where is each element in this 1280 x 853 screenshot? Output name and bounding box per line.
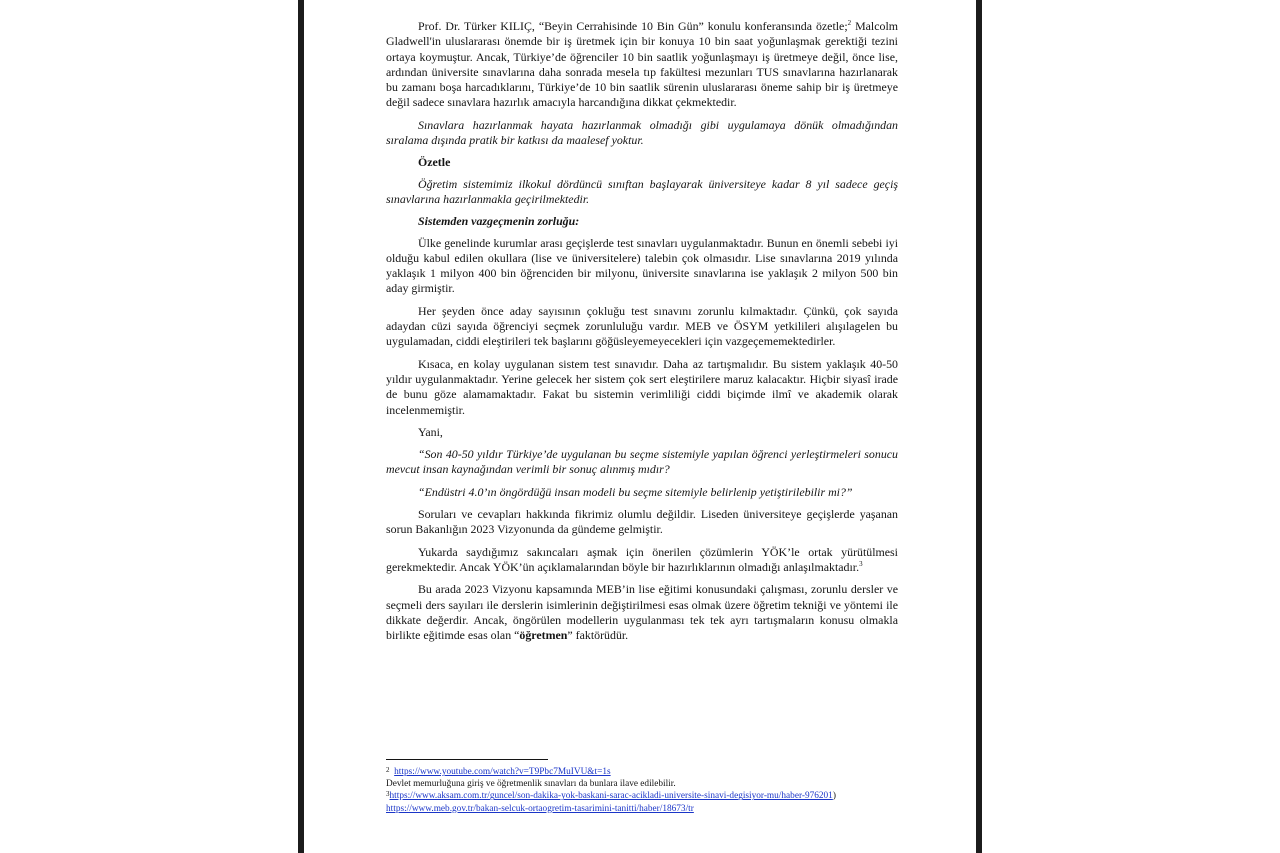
paragraph-candidate-count: Her şeyden önce aday sayısının çokluğu test sınavını zorunlu kılmaktadır. Çünkü, çok sayıda adaydan cüzi sayıda öğrenciyi seçmek zorunluluğu vardır. MEB ve ÖSYM yetkilileri alışılagelen bu uygulamadan, ciddi eleştirileri tek başlarını göğüsleyemeyecekleri için vazgeçememektedirler. (386, 303, 898, 349)
paragraph-kilic-conference (386, 19, 898, 111)
heading-system-difficulty: Sistemden vazgeçmenin zorluğu: (418, 214, 580, 229)
paragraph-answers: Soruları ve cevapları hakkında fikrimiz olumlu değildir. Liseden üniversiteye geçişlerde yaşanan sorun Bakanlığın 2023 Vizyonunda da gündeme gelmiştir. (386, 507, 898, 537)
paragraph-summary: Öğretim sistemimiz ilkokul dördüncü sınıftan başlayarak üniversiteye kadar 8 yıl sadece geçiş sınavlarına hazırlanmakla geçirilmektedir. (386, 176, 898, 206)
paragraph-exam-prep: Sınavlara hazırlanmak hayata hazırlanmak olmadığı gibi uygulamaya dönük olmadığından sıralama dışında pratik bir katkısı da maalesef yoktur. (386, 117, 898, 148)
footnote-separator (386, 759, 548, 760)
quote-question-2: “Endüstri 4.0’ın öngördüğü insan modeli bu seçme sitemiyle belirlenip yetiştirilebilir mi?” (418, 484, 853, 499)
paragraph-yani: Yani, (418, 424, 443, 439)
footnote-2 (386, 766, 898, 778)
bold-ogretmen: öğretmen (519, 628, 568, 643)
paragraph-text: Prof. Dr. Türker KILIÇ, “Beyin Cerrahisinde 10 Bin Gün” konulu konferansında özetle; (418, 19, 848, 33)
paragraph-2023-vision (386, 582, 898, 643)
heading-ozetle: Özetle (418, 155, 451, 170)
footnote-ref-3: 3 (859, 559, 863, 568)
document-page (304, 0, 976, 853)
paragraph-yok (386, 545, 898, 576)
footnote-2-note: Devlet memurluğuna giriş ve öğretmenlik sınavları da bunlara ilave edilebilir. (386, 779, 676, 790)
footnote-ref-2: 2 (847, 19, 852, 27)
footnote-3 (386, 790, 898, 802)
right-page-border (976, 0, 982, 853)
meb-link[interactable]: https://www.meb.gov.tr/bakan-selcuk-ortaogretim-tasarimini-tanitti/haber/18673/tr (386, 803, 694, 814)
youtube-link[interactable]: https://www.youtube.com/watch?v=T9Pbc7MuIVU&t=1s (394, 767, 611, 777)
footnotes (386, 766, 898, 815)
paragraph-text: Yukarda saydığımız sakıncaları aşmak için önerilen çözümlerin YÖK’le ortak yürütülmesi gerekmektedir. Ancak YÖK’ün açıklamalarından böyle bir hazırlıklarının olmadığı anlaşılmaktadır. (386, 544, 898, 574)
paragraph-test-exams: Ülke genelinde kurumlar arası geçişlerde test sınavları uygulanmaktadır. Bunun en önemli sebebi iyi olduğu kabul edilen okullara (lise ve üniversitelere) talebin çok olmasıdır. Lise sınavlarına 2019 yılında yaklaşık 1 milyon 400 bin öğrenciden bir milyonu, üniversite sınavlarına ise yaklaşık 2 milyon 500 bin aday girmiştir. (386, 235, 898, 296)
paragraph-easiest-system: Kısaca, en kolay uygulanan sistem test sınavıdır. Daha az tartışmalıdır. Bu sistem yaklaşık 40-50 yıldır uygulanmaktadır. Yerine gelecek her sistem çok sert eleştirilere maruz kalacaktır. Hiçbir siyasî irade de bunu göze alamamaktadır. Fakat bu sistemin verimliliği ciddi biçimde ilmî ve akademik olarak incelenmemiştir. (386, 356, 898, 417)
footnote-number: 2 (386, 766, 390, 774)
footnote-4 (386, 803, 898, 815)
footnote-close-paren: ) (832, 791, 836, 802)
aksam-link[interactable]: https://www.aksam.com.tr/guncel/son-dakika-yok-baskani-sarac-acikladi-universite-sinavi-degisiyor-mu/haber-976201 (389, 791, 833, 802)
quote-question-1: “Son 40-50 yıldır Türkiye’de uygulanan bu seçme sistemiyle yapılan öğrenci yerleştirmeleri sonucu mevcut insan kaynağından verimli bir sonuç alınmış mıdır? (386, 447, 898, 477)
document-body (386, 19, 898, 650)
paragraph-text: ” faktörüdür. (567, 628, 629, 643)
paragraph-text: Malcolm Gladwell'in uluslararası önemde bir iş üretmek için bir konuya 10 bin saat yoğunlaşmak gerektiği tezini ortaya koymuştur. Ancak, Türkiye’de öğrenciler 10 bin saatlik yoğunlaşmayı iş üretmeye değil, önce lise, ardından üniversite sınavlarına daha sonrada mesela tıp fakültesi mezunları TUS sınavlarına hazırlanarak bu zamanı boşa harcadıklarını, Türkiye’de 10 bin saatlik sürenin uluslararası öneme sahip bir iş üretmeye değil sadece sınavlara hazırlık amacıyla harcandığına dikkat çekmektedir. (386, 19, 898, 110)
footnote-number: 3 (386, 790, 390, 799)
paragraph-text: Bu arada 2023 Vizyonu kapsamında MEB’in lise eğitimi konusundaki çalışması, zorunlu dersler ve seçmeli ders sayıları ile derslerin isimlerinin değiştirilmesi esas olmak üzere öğretim tekniği ve yöntemi ile dikkate değerdir. Ancak, öngörülen modellerin uygulanması tek tek ayrı tartışmaların konusu olmakla birlikte eğitimde esas olan “ (386, 582, 898, 643)
